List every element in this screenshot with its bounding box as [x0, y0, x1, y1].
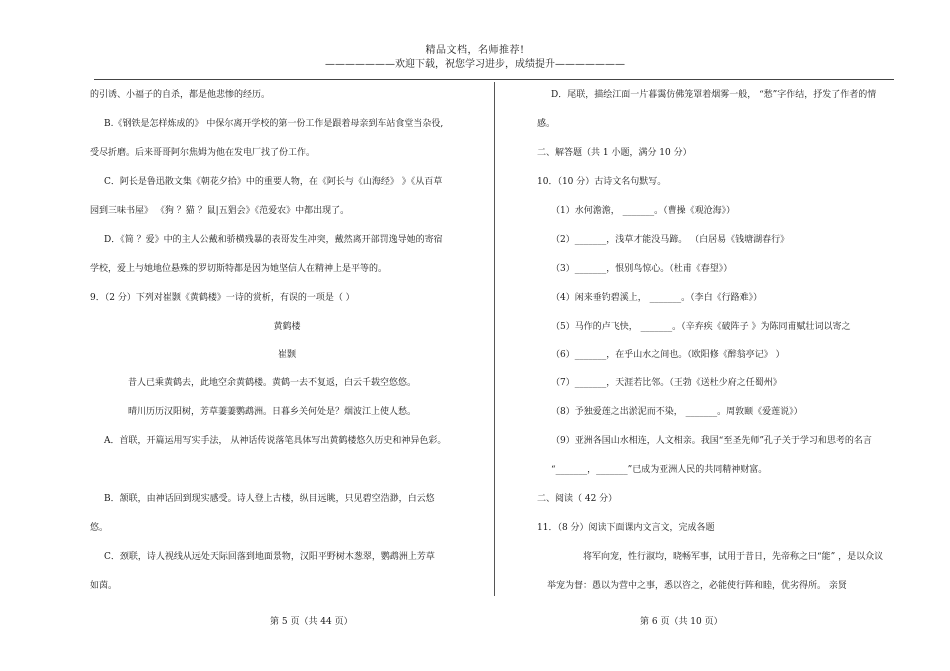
passage-line-1: 将军向宠，性行淑均，晓畅军事，试用于昔日，先帝称之曰“能” ，是以众议	[583, 552, 884, 562]
q10-item-3: （3）_______，恨别鸟惊心。（杜甫《春望》）	[551, 264, 733, 274]
option-c: C．颈联，诗人视线从远处天际回落到地面景物，汉阳平野树木葱翠，鹦鹉洲上芳草	[104, 552, 435, 562]
option-d: D．尾联，描绘江面一片暮霭仿佛笼罩着烟雾一般， “愁”字作结，抒发了作者的情	[551, 90, 877, 100]
header-title: 精品文档，名师推荐!	[425, 45, 525, 56]
header-rule	[94, 79, 894, 80]
left-line-3: 受尽折磨。后来哥哥阿尔焦姆为他在发电厂找了份工作。	[90, 148, 316, 158]
question-9: 9．（2 分）下列对崔颢《黄鹤楼》一诗的赏析，有误的一项是（ ）	[90, 293, 355, 303]
page-number-right: 第 6 页（共 10 页）	[640, 617, 723, 627]
left-line-1: 的引诱、小福子的自杀，都是他悲惨的经历。	[90, 90, 271, 100]
left-line-2: B.《钢铁是怎样炼成的》 中保尔离开学校的第一份工作是跟着母亲到车站食堂当杂役,	[104, 119, 444, 129]
section-answer: 二、解答题（共 1 小题，满分 10 分）	[537, 148, 692, 158]
option-b: B．颔联，由神话回到现实感受。诗人登上古楼，纵目远眺，只见碧空浩渺，白云悠	[104, 494, 435, 504]
poem-author: 崔颢	[277, 350, 296, 360]
option-d-cont: 感。	[537, 119, 556, 129]
poem-title: 黄鹤楼	[273, 322, 301, 332]
q10-item-2: （2）_______，浅草才能没马蹄。 （白居易《钱塘湖春行》	[551, 235, 790, 245]
page-number-left: 第 5 页（共 44 页）	[270, 617, 353, 627]
q10-item-7: （7）_______，天涯若比邻。（王勃《送杜少府之任蜀州》	[551, 378, 782, 388]
q10-item-6: （6）_______，在乎山水之间也。（欧阳修《醉翁亭记》 ）	[551, 350, 785, 360]
question-10: 10．（10 分）古诗文名句默写。	[537, 177, 667, 187]
left-line-5: 园到三味书屋》 《狗 ？猫 ？鼠|五猖会》《范爱农》中都出现了。	[90, 206, 350, 216]
passage-line-2: 举宠为督：愚以为营中之事，悉以咨之，必能使行阵和睦，优劣得所。 亲贤	[547, 581, 847, 591]
section-reading: 二、阅读（ 42 分）	[537, 494, 618, 504]
q10-item-4: （4）闲来垂钓碧溪上， _______。（李白《行路难》）	[551, 293, 763, 303]
option-a: A．首联，开篇运用写实手法， 从神话传说落笔具体写出黄鹤楼悠久历史和神异色彩。	[104, 436, 447, 446]
option-c-cont: 如茵。	[90, 581, 118, 591]
q10-item-8: （8）予独爱莲之出淤泥而不染， _______。周敦颐《爱莲说》）	[551, 407, 803, 417]
q10-item-9: （9）亚洲各国山水相连，人文相亲。我国“至圣先师”孔子关于学习和思考的名言	[551, 436, 872, 446]
left-line-6: D．《简 ？爱》中的主人公戴和骄横残暴的表哥发生冲突，戴然离开部罚逸导她的寄宿	[104, 235, 443, 245]
column-divider	[494, 82, 495, 596]
poem-line-2: 晴川历历汉阳树，芳草萋萋鹦鹉洲。日暮乡关何处是？烟波江上使人愁。	[128, 407, 417, 417]
q10-item-1: （1）水何澹澹， _______。（曹操《观沧海》）	[551, 206, 736, 216]
left-line-7: 学校，爱上与她地位悬殊的罗切斯特都是因为她坚信人在精神上是平等的。	[90, 264, 388, 274]
left-line-4: C．阿长是鲁迅散文集《朝花夕拾》中的重要人物，在《阿长与《山海经》 》《从百草	[104, 177, 443, 187]
header-subtitle: ———————欢迎下载，祝您学习进步，成绩提升———————	[325, 59, 625, 70]
q10-item-5: （5）马作的卢飞快， _______。（辛弃疾《破阵子 》为陈同甫赋壮词以寄之	[551, 322, 851, 332]
poem-line-1: 昔人已乘黄鹤去，此地空余黄鹤楼。黄鹤一去不复返，白云千载空悠悠。	[128, 378, 417, 388]
question-11: 11．（8 分）阅读下面课内文言文，完成各题	[537, 523, 715, 533]
option-b-cont: 悠。	[90, 523, 109, 533]
q10-item-9-cont: “_______，_______”已成为亚洲人民的共同精神财富。	[551, 465, 768, 475]
